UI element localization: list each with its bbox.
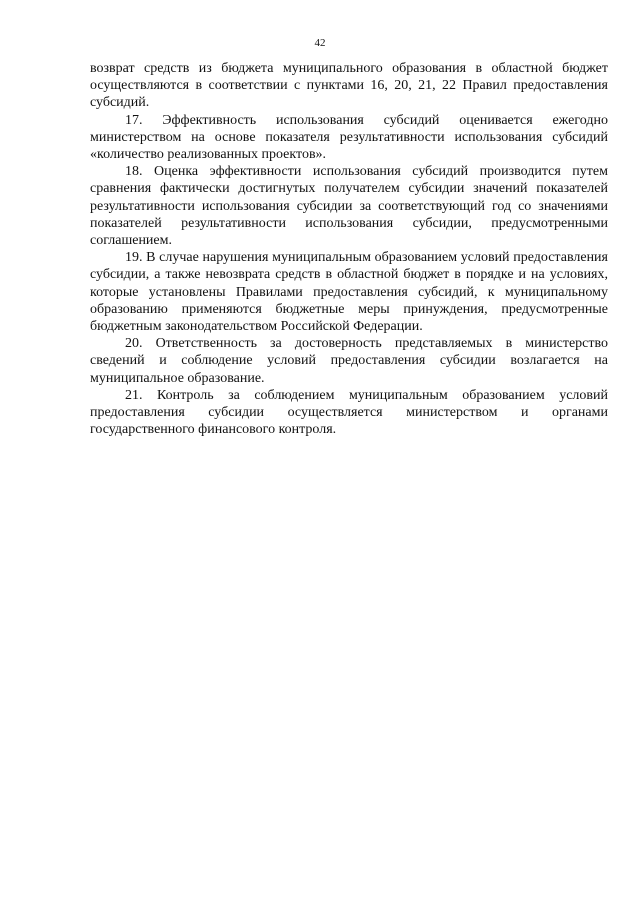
paragraph-20: 20. Ответственность за достоверность представляемых в министерство сведений и соблюдение условий предоставления субсидии возлагается на муниципальное образование. [90,336,608,386]
document-body [90,60,608,438]
page-number: 42 [314,37,326,49]
paragraph-21: 21. Контроль за соблюдением муниципальным образованием условий предоставления субсидии осуществляется министерством и органами государственного финансового контроля. [90,387,608,438]
paragraph-17: 17. Эффективность использования субсидий оценивается ежегодно министерством на основе показателя результативности использования субсидий «количество реализованных проектов». [90,112,608,163]
paragraph-19: 19. В случае нарушения муниципальным образованием условий предоставления субсидии, а также невозврата средств в областной бюджет в порядке и на условиях, которые установлены Правилами предоставления субсидий, к муниципальному образованию применяются бюджетные меры принуждения, предусмотренные бюджетным законодательством Российской Федерации. [90,250,608,335]
paragraph-continuation: возврат средств из бюджета муниципального образования в областной бюджет осуществляются в соответствии с пунктами 16, 20, 21, 22 Правил предоставления субсидий. [90,61,608,111]
paragraph-18: 18. Оценка эффективности использования субсидий производится путем сравнения фактически достигнутых получателем субсидии значений показателей результативности использования субсидии за соответствующий год со значениями показателей результативности использования субсидии, предусмотренными соглашением. [90,164,608,249]
